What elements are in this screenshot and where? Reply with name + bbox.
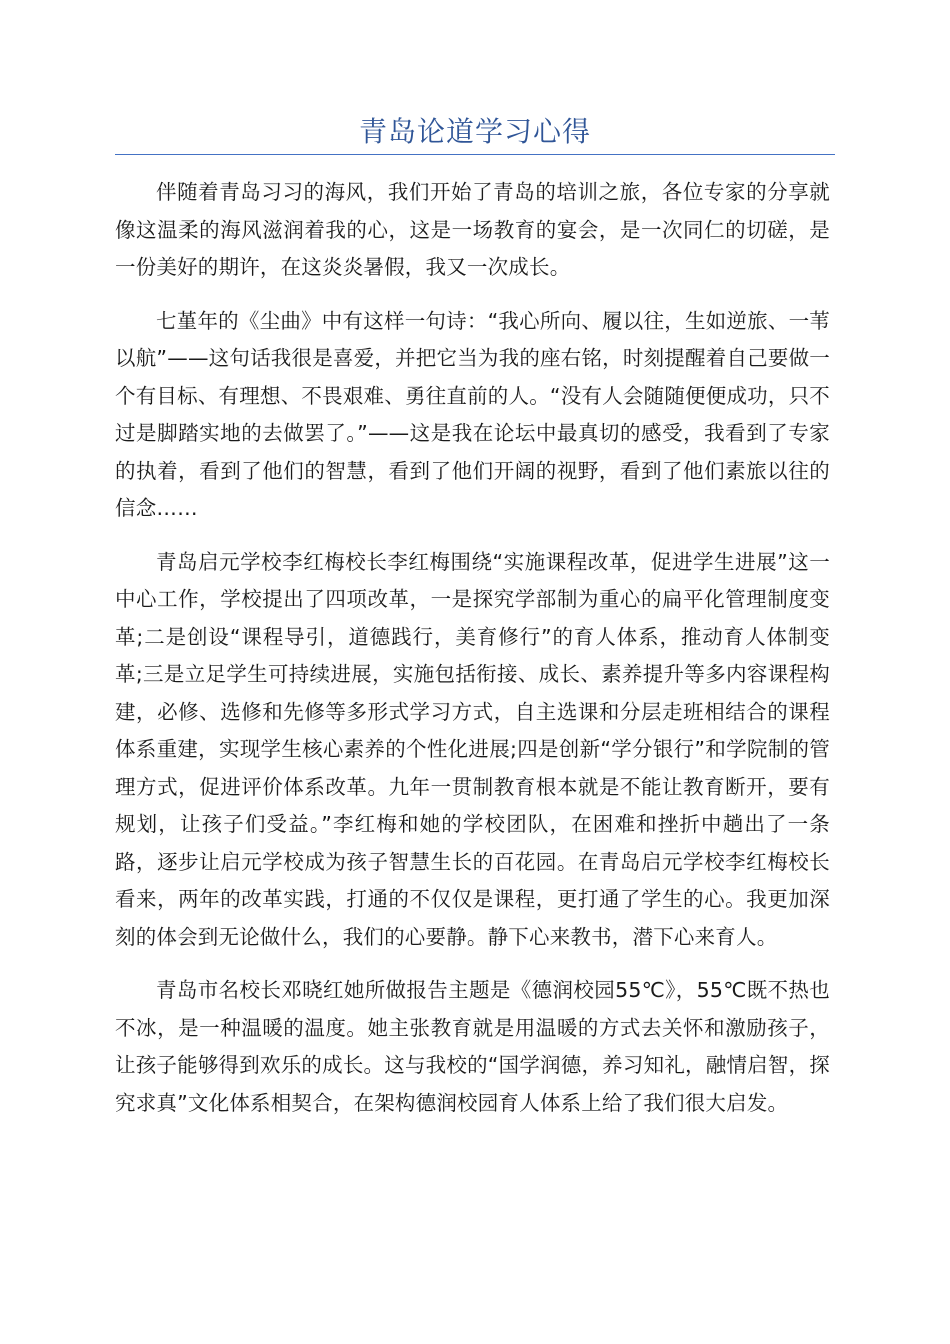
paragraph-derun-campus: 青岛市名校长邓晓红她所做报告主题是《德润校园55℃》，55℃既不热也不冰，是一种温暖的温度。她主张教育就是用温暖的方式去关怀和激励孩子，让孩子能够得到欢乐的成长。这与我校的“国学润德，养习知礼，融情启智，探究求真”文化体系相契合，在架构德润校园育人体系上给了我们很大启发。 bbox=[115, 978, 830, 1115]
document-title: 青岛论道学习心得 bbox=[358, 115, 591, 148]
document-body bbox=[115, 174, 830, 1138]
paragraph-poem: 七堇年的《尘曲》中有这样一句诗：“我心所向、履以往，生如逆旅、一苇以航”——这句话我很是喜爱，并把它当为我的座右铭，时刻提醒着自己要做一个有目标、有理想、不畏艰难、勇往直前的人。“没有人会随随便便成功，只不过是脚踏实地的去做罢了。”——这是我在论坛中最真切的感受，我看到了专家的执着，看到了他们的智慧，看到了他们开阔的视野，看到了他们素旅以往的信念…… bbox=[115, 308, 830, 520]
paragraph-qiyuan-school: 青岛启元学校李红梅校长李红梅围绕“实施课程改革，促进学生进展”这一中心工作，学校提出了四项改革，一是探究学部制为重心的扁平化管理制度变革;二是创设“课程导引，道德践行，美育修行”的育人体系，推动育人体制变革;三是立足学生可持续进展，实施包括衔接、成长、素养提升等多内容课程构建，必修、选修和先修等多形式学习方式，自主选课和分层走班相结合的课程体系重建，实现学生核心素养的个性化进展;四是创新“学分银行”和学院制的管理方式，促进评价体系改革。九年一贯制教育根本就是不能让教育断开，要有规划，让孩子们受益。”李红梅和她的学校团队，在困难和挫折中趟出了一条路，逐步让启元学校成为孩子智慧生长的百花园。在青岛启元学校李红梅校长看来，两年的改革实践，打通的不仅仅是课程，更打通了学生的心。我更加深刻的体会到无论做什么，我们的心要静。静下心来教书，潜下心来育人。 bbox=[115, 549, 830, 949]
paragraph-intro: 伴随着青岛习习的海风，我们开始了青岛的培训之旅，各位专家的分享就像这温柔的海风滋润着我的心，这是一场教育的宴会，是一次同仁的切磋，是一份美好的期许，在这炎炎暑假，我又一次成长。 bbox=[115, 180, 830, 279]
title-underline bbox=[115, 154, 835, 155]
